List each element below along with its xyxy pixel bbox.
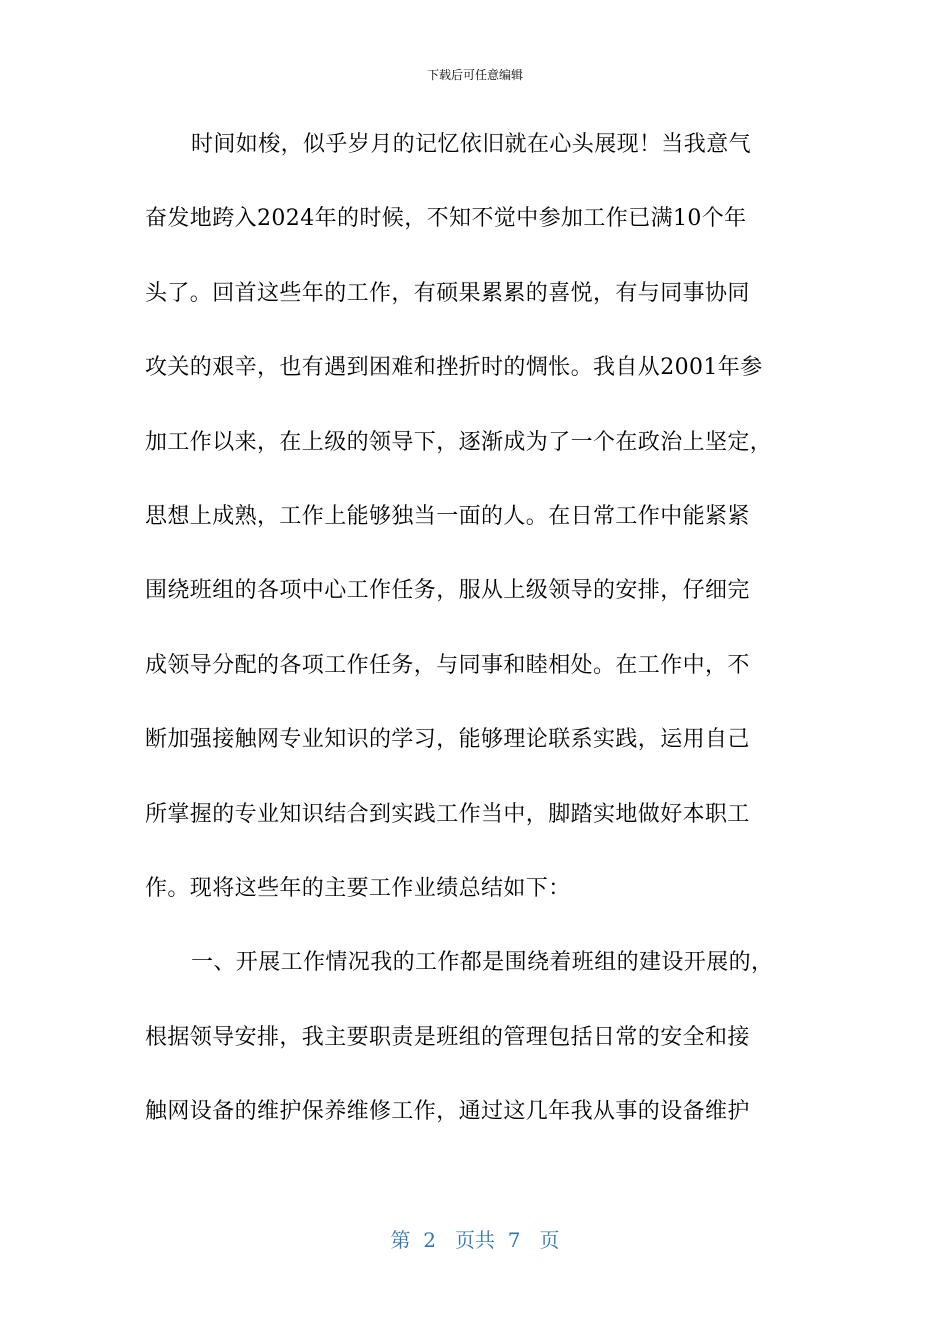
- document-body: [145, 127, 805, 1168]
- header-note: 下载后可任意编辑: [426, 68, 523, 82]
- paragraph-line: 一、开展工作情况我的工作都是围绕着班组的建设开展的，: [191, 950, 774, 976]
- paragraph-line: 加工作以来，在上级的领导下，逐渐成为了一个在政治上坚定，: [145, 429, 773, 455]
- paragraph-line: 奋发地跨入2024年的时候，不知不觉中参加工作已满10个年: [145, 206, 747, 232]
- paragraph-line: 成领导分配的各项工作任务，与同事和睦相处。在工作中，不: [145, 652, 750, 678]
- paragraph-line: 攻关的艰辛，也有遇到困难和挫折时的惆怅。我自从2001年参: [145, 355, 763, 381]
- paragraph-line: 围绕班组的各项中心工作任务，服从上级领导的安排，仔细完: [145, 578, 750, 604]
- paragraph-line: 时间如梭，似乎岁月的记忆依旧就在心头展现！当我意气: [191, 132, 752, 157]
- paragraph-line: 思想上成熟，工作上能够独当一面的人。在日常工作中能紧紧: [145, 503, 750, 529]
- paragraph-line: 头了。回首这些年的工作，有硕果累累的喜悦，有与同事协同: [145, 280, 750, 306]
- page-number-footer: 第 2 页共 7 页: [390, 1228, 560, 1252]
- paragraph-line: 断加强接触网专业知识的学习，能够理论联系实践，运用自己: [145, 727, 750, 753]
- paragraph-line: 所掌握的专业知识结合到实践工作当中，脚踏实地做好本职工: [145, 801, 750, 827]
- paragraph-line: 根据领导安排，我主要职责是班组的管理包括日常的安全和接: [145, 1024, 750, 1050]
- paragraph-line: 触网设备的维护保养维修工作，通过这几年我从事的设备维护: [145, 1099, 750, 1125]
- paragraph-line: 作。现将这些年的主要工作业绩总结如下：: [145, 875, 571, 901]
